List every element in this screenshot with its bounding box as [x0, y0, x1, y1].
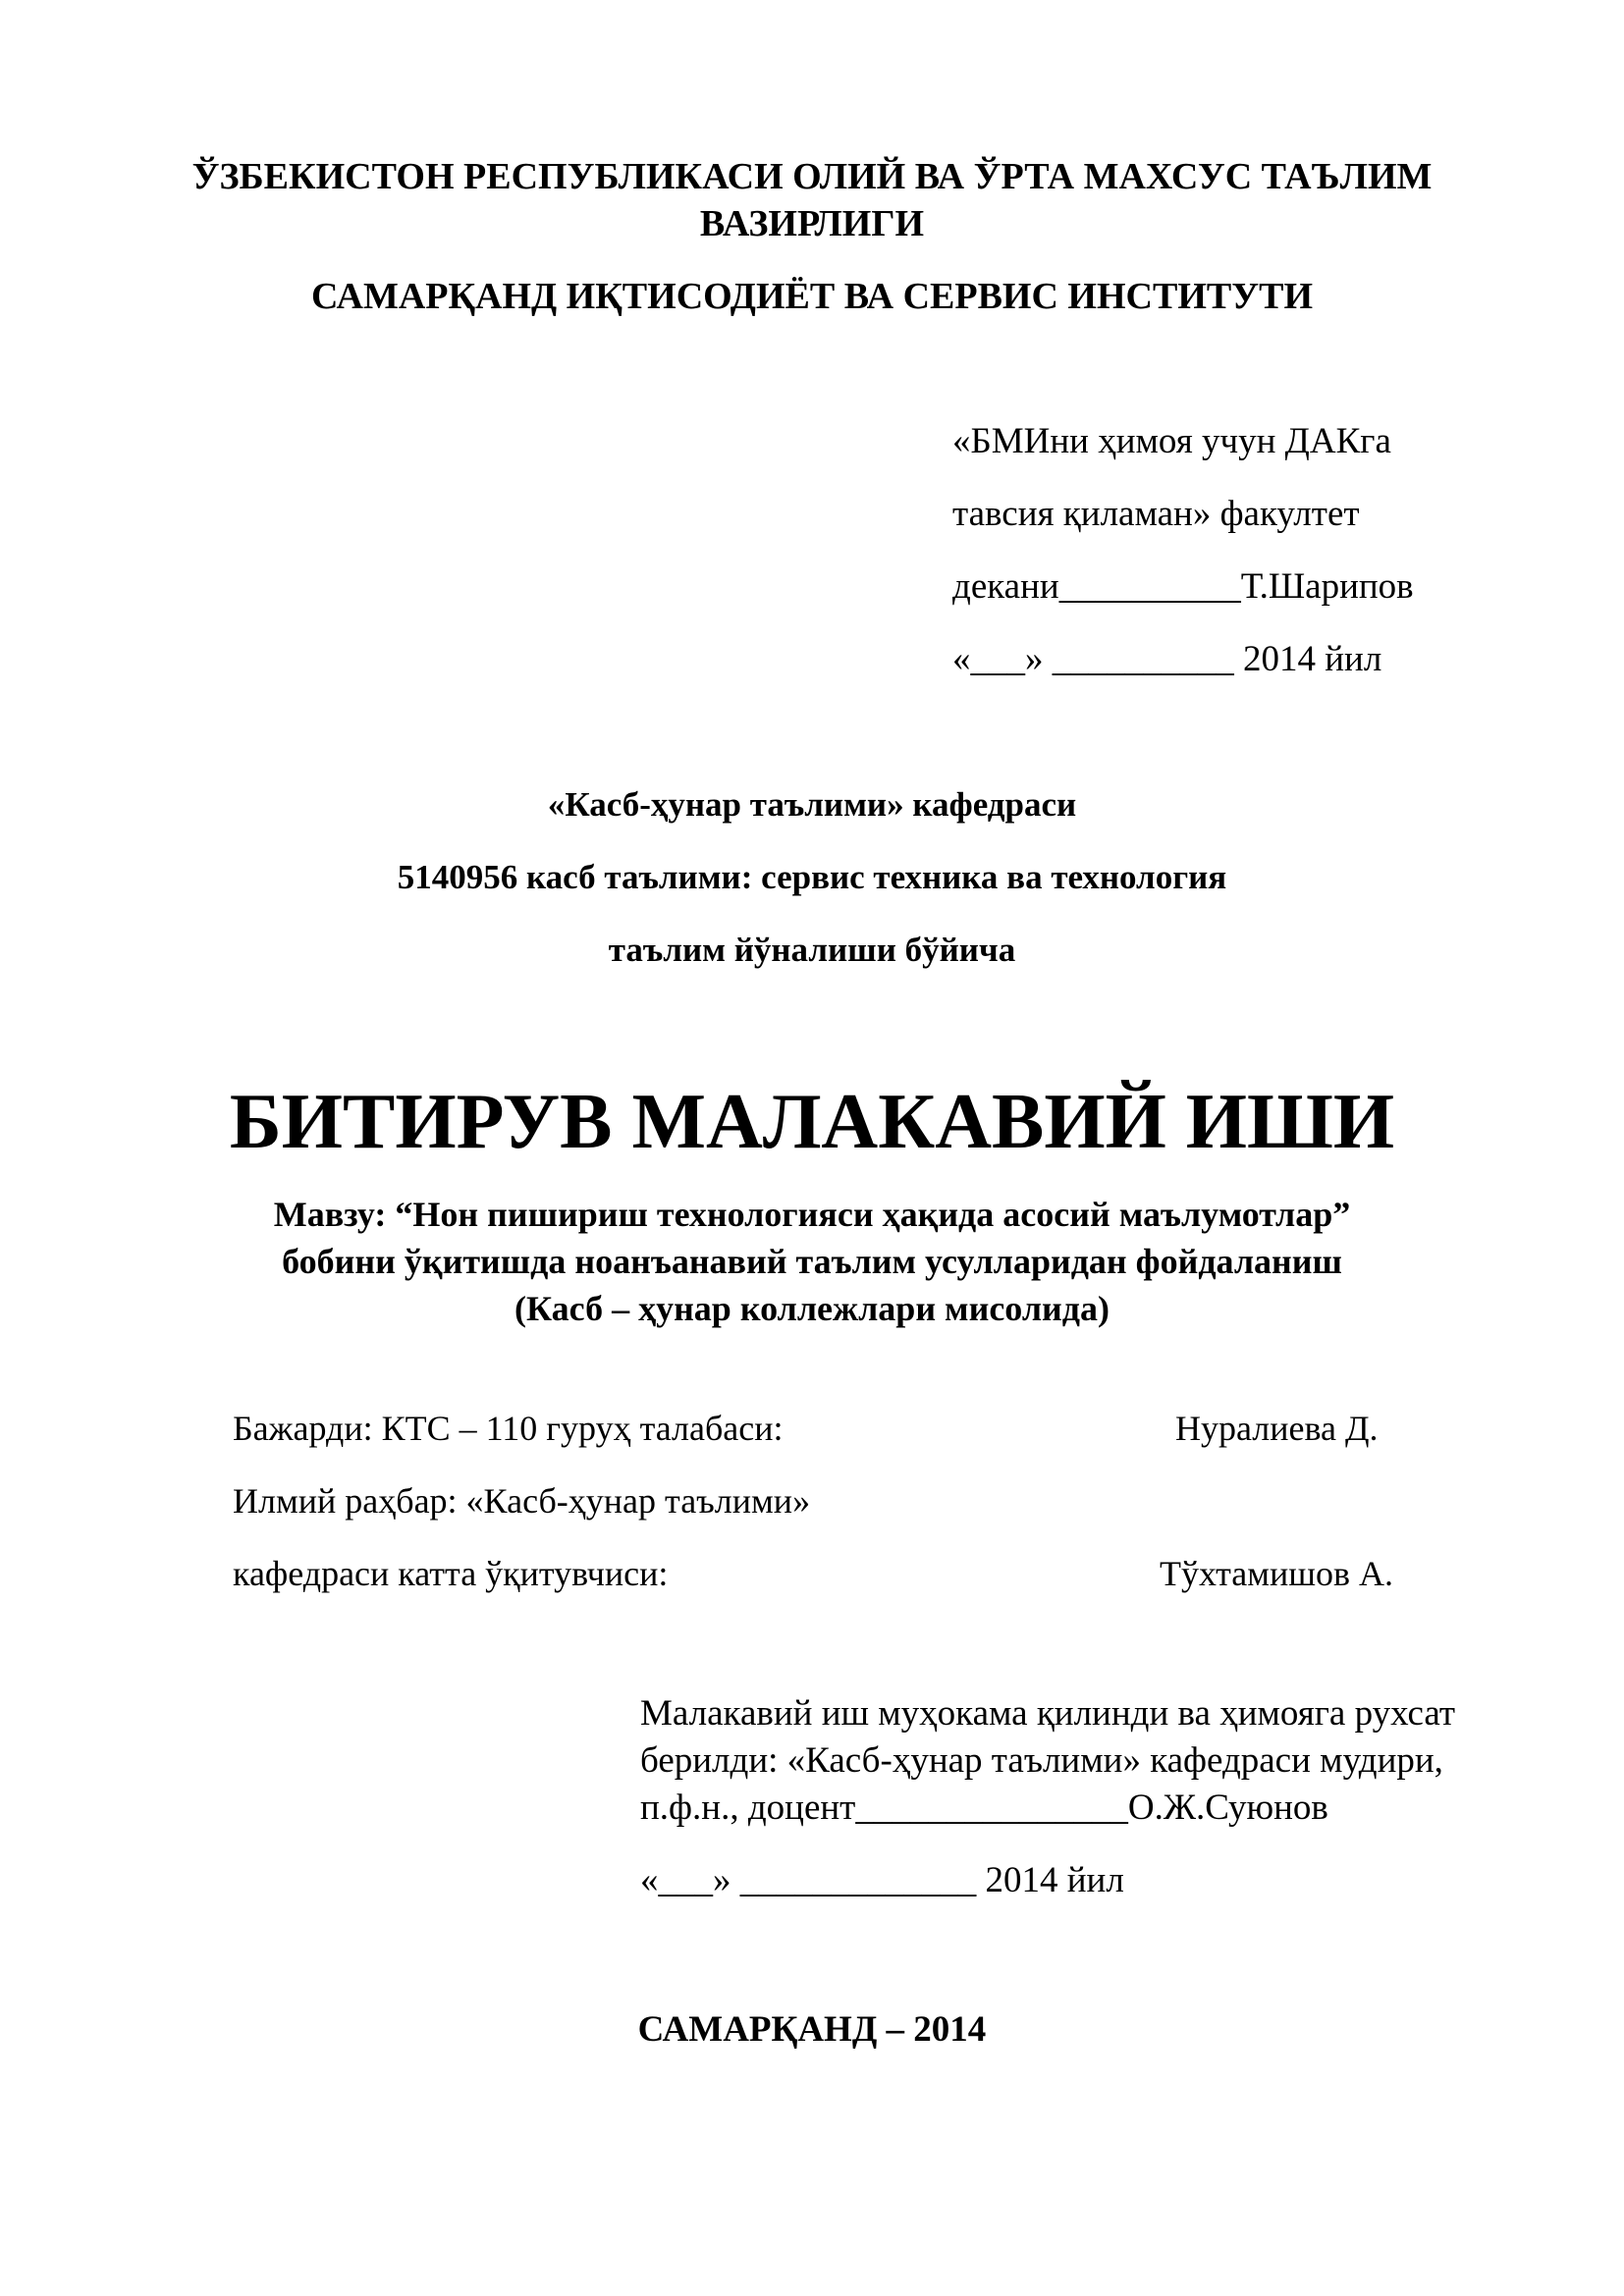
- ministry-line-2: ВАЗИРЛИГИ: [699, 203, 925, 244]
- topic-line-1: Мавзу: “Нон пишириш технологияси ҳақида асосий маълумотлар”: [273, 1195, 1351, 1234]
- approval-line-2: тавсия қиламан» факултет: [952, 494, 1360, 534]
- approval-line-3: декани__________Т.Шарипов: [952, 566, 1414, 607]
- ministry-line-1: ЎЗБЕКИСТОН РЕСПУБЛИКАСИ ОЛИЙ ВА ЎРТА МАХСУС ТАЪЛИМ: [191, 156, 1433, 197]
- topic-line-3: (Касб – ҳунар коллежлари мисолида): [514, 1289, 1110, 1328]
- student-label: Бажарди: КТС – 110 гуруҳ талабаси:: [233, 1409, 784, 1448]
- discussion-line-2: берилди: «Касб-ҳунар таълими» кафедраси мудири,: [640, 1740, 1443, 1781]
- footer-city-year: САМАРҚАНД – 2014: [637, 2009, 987, 2050]
- department-line-3: таълим йўналиши бўйича: [608, 931, 1016, 969]
- document-title: БИТИРУВ МАЛАКАВИЙ ИШИ: [229, 1079, 1395, 1165]
- department-line-1: «Касб-ҳунар таълими» кафедраси: [547, 785, 1077, 824]
- discussion-line-3: п.ф.н., доцент_______________О.Ж.Суюнов: [640, 1788, 1328, 1828]
- supervisor-label-line-2: кафедраси катта ўқитувчиси:: [233, 1554, 669, 1593]
- discussion-line-4: «___» _____________ 2014 йил: [640, 1860, 1124, 1900]
- department-line-2: 5140956 касб таълими: сервис техника ва технология: [397, 858, 1227, 896]
- discussion-line-1: Малакавий иш муҳокама қилинди ва ҳимояга рухсат: [640, 1693, 1456, 1734]
- supervisor-label-line-1: Илмий раҳбар: «Касб-ҳунар таълими»: [233, 1481, 811, 1521]
- approval-line-4: «___» __________ 2014 йил: [952, 639, 1382, 679]
- approval-line-1: «БМИни ҳимоя учун ДАКга: [952, 421, 1391, 461]
- topic-line-2: бобини ўқитишда ноанъанавий таълим усулларидан фойдаланиш: [282, 1242, 1342, 1281]
- student-name: Нуралиева Д.: [1175, 1409, 1379, 1448]
- institute-name: САМАРҚАНД ИҚТИСОДИЁТ ВА СЕРВИС ИНСТИТУТИ: [310, 276, 1314, 317]
- supervisor-name: Тўхтамишов А.: [1160, 1554, 1394, 1593]
